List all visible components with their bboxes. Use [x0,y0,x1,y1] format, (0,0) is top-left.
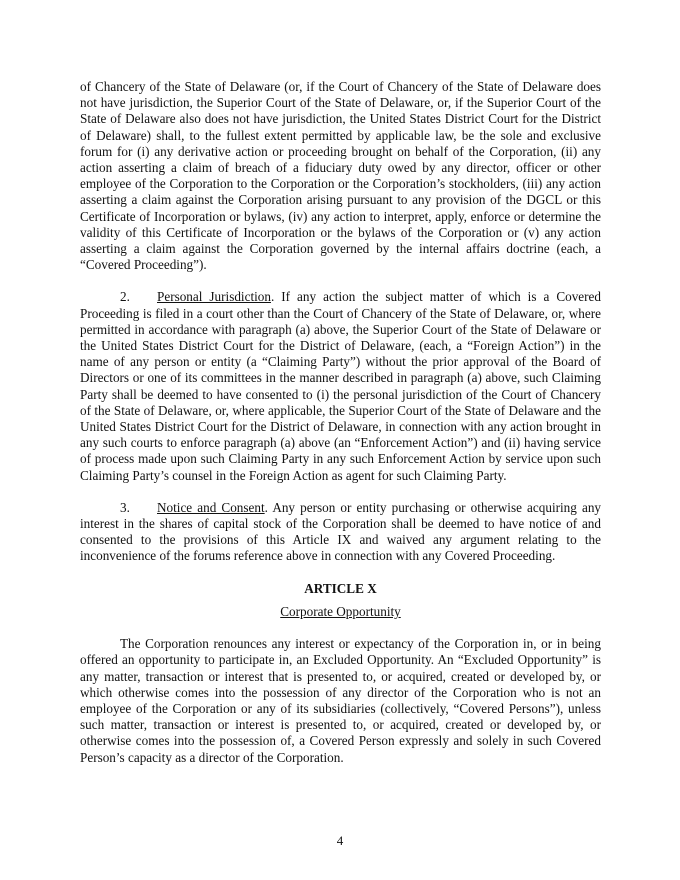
document-body [80,79,601,766]
article-body-paragraph: The Corporation renounces any interest or expectancy of the Corporation in, or in being offered an opportunity to participate in, an Excluded Opportunity. An “Excluded Opportunity” is any matter, transaction or interest that is presented to, or acquired, created or developed by, or which otherwise comes into the possession of any director of the Corporation who is not an employee of the Corporation or any of its subsidiaries (collectively, “Covered Persons”), unless such matter, transaction or interest is presented to, or acquired, created or developed by, or otherwise comes into the possession of, a Covered Person expressly and solely in such Covered Person’s capacity as a director of the Corporation. [80,636,601,765]
section-3-number: 3. [120,499,130,515]
section-2-heading: Personal Jurisdiction [157,289,271,305]
section-3-heading: Notice and Consent [157,499,265,515]
section-2-paragraph [80,289,601,483]
section-3-paragraph [80,500,601,565]
continuation-paragraph: of Chancery of the State of Delaware (or, if the Court of Chancery of the State of Delaware does not have jurisdiction, the Superior Court of the State of Delaware, or, if the Superior Court of the State of Delaware also does not have jurisdiction, the United States District Court for the District of Delaware) shall, to the fullest extent permitted by applicable law, be the sole and exclusive forum for (i) any derivative action or proceeding brought on behalf of the Corporation, (ii) any action asserting a claim of breach of a fiduciary duty owed by any director, officer or other employee of the Corporation to the Corporation or the Corporation’s stockholders, (iii) any action asserting a claim against the Corporation arising pursuant to any provision of the DGCL or this Certificate of Incorporation or bylaws, (iv) any action to interpret, apply, enforce or determine the validity of this Certificate of Incorporation or the bylaws of the Corporation or (v) any action asserting a claim against the Corporation governed by the internal affairs doctrine (each, a “Covered Proceeding”). [80,79,601,273]
article-title: ARTICLE X [304,580,377,596]
section-2-text: . If any action the subject matter of which is a Covered Proceeding is filed in a court other than the Court of Chancery of the State of Delaware, or, where permitted in accordance with paragraph (a) above, the Superior Court of the State of Delaware or the United States District Court for the District of Delaware, (each, a “Foreign Action”) in the name of any person or entity (a “Claiming Party”) without the prior approval of the Board of Directors or one of its committees in the manner described in paragraph (a) above, such Claiming Party shall be deemed to have consented to (i) the personal jurisdiction of the Court of Chancery of the State of Delaware, or, where applicable, the Superior Court of the State of Delaware and the United States District Court for the District of Delaware, in connection with any action brought in any such courts to enforce paragraph (a) above (an “Enforcement Action”) and (ii) having service of process made upon such Claiming Party in any such Enforcement Action by service upon such Claiming Party’s counsel in the Foreign Action as agent for such Claiming Party. [80,289,601,483]
article-subtitle: Corporate Opportunity [280,603,401,619]
page-number: 4 [336,833,344,848]
section-2-number: 2. [120,289,130,305]
section-3-text: . Any person or entity purchasing or otherwise acquiring any interest in the shares of capital stock of the Corporation shall be deemed to have notice of and consented to the provisions of this Article IX and waived any argument relating to the inconvenience of the forums reference above in connection with any Covered Proceeding. [80,499,602,564]
